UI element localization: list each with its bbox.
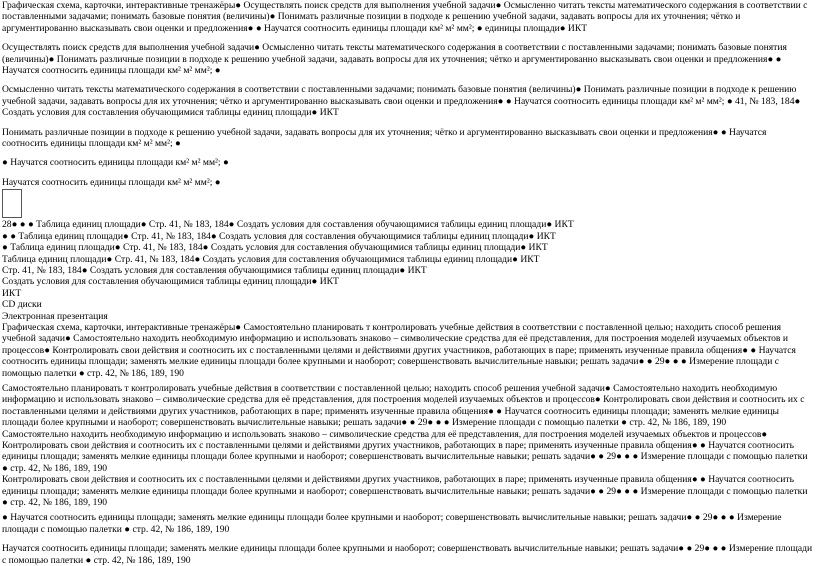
text-paragraph: Стр. 41, № 183, 184● Создать условия для составления обучающимися таблицы единиц площади● ИКТ [2, 264, 427, 276]
text-paragraph: Научатся соотносить единицы площади; заменять мелкие единицы площади более крупными и наоборот; совершенствовать вычислительные навыки; решать задачи● ● 29● ● ● Измерение площади с помощью палетки ● стр. 42, № 186, 189, 190 [2, 543, 813, 566]
text-paragraph: Самостоятельно находить необходимую информацию и использовать знаково – символические средства для её представления, для построения моделей изучаемых объектов и процессов● Контролировать свои действия и соотносить их с поставленными целями и действиями других участников, работающих в паре; применять изученные правила общения● ● Научатся соотносить единицы площади; заменять мелкие единицы площади более крупными и наоборот; совершенствовать вычислительные навыки; решать задачи● ● 29● ● ● Измерение площади с помощью палетки ● стр. 42, № 186, 189, 190 [2, 428, 808, 474]
text-paragraph: Понимать различные позиции в подходе к решению учебной задачи, задавать вопросы для их уточнения; чётко и аргументированно высказывать свои оценки и предложения● ● Научатся соотносить единицы площади км² м² мм²; ● [2, 126, 767, 150]
text-paragraph: Осуществлять поиск средств для выполнения учебной задачи● Осмысленно читать тексты математического содержания в соответствии с поставленными задачами; понимать базовые понятия (величины)● Понимать различные позиции в подходе к решению учебной задачи, задавать вопросы для их уточнения; чётко и аргументированно высказывать свои оценки и предложения● ● Научатся соотносить единицы площади км² м² мм²; ● [2, 42, 787, 77]
text-paragraph: 28● ● ● Таблица единиц площади● Стр. 41, № 183, 184● Создать условия для составления обучающимися таблицы единиц площади● ИКТ [2, 219, 574, 231]
paragraph-spacer [2, 76, 814, 84]
empty-image-frame [2, 189, 22, 218]
text-paragraph: Создать условия для составления обучающимися таблицы единиц площади● ИКТ [2, 276, 339, 288]
paragraph-spacer [2, 149, 814, 157]
text-paragraph: Таблица единиц площади● Стр. 41, № 183, 184● Создать условия для составления обучающимися таблицы единиц площади● ИКТ [2, 253, 540, 265]
text-paragraph: ● ● Таблица единиц площади● Стр. 41, № 183, 184● Создать условия для составления обучающимися таблицы единиц площади● ИКТ [2, 230, 556, 242]
text-paragraph: ● Научатся соотносить единицы площади; заменять мелкие единицы площади более крупными и наоборот; совершенствовать вычислительные навыки; решать задачи● ● 29● ● ● Измерение площади с помощью палетки ● стр. 42, № 186, 189, 190 [2, 512, 782, 535]
text-paragraph: Научатся соотносить единицы площади км² м² мм²; ● [2, 176, 221, 188]
text-paragraph: ● Научатся соотносить единицы площади км² м² мм²; ● [2, 157, 229, 169]
text-paragraph: Графическая схема, карточки, интерактивные тренажёры● Осуществлять поиск средств для выполнения учебной задачи● Осмысленно читать тексты математического содержания в соответствии с поставленными задачами; понимать базовые понятия (величины)● Понимать различные позиции в подходе к решению учебной задачи, задавать вопросы для их уточнения; чётко и аргументированно высказывать свои оценки и предложения● ● Научатся соотносить единицы площади км² м² мм²; ● единицы площади● ИКТ [2, 0, 808, 34]
text-paragraph: ИКТ [2, 287, 22, 299]
paragraph-spacer [2, 119, 814, 127]
paragraph-spacer [2, 169, 814, 177]
text-paragraph: Контролировать свои действия и соотносить их с поставленными целями и действиями других участников, работающих в паре; применять изученные правила общения● ● Научатся соотносить единицы площади; заменять мелкие единицы площади более крупными и наоборот; совершенствовать вычислительные навыки; решать задачи● ● 29● ● ● Измерение площади с помощью палетки ● стр. 42, № 186, 189, 190 [2, 474, 808, 509]
paragraph-spacer [2, 34, 814, 42]
text-paragraph: Графическая схема, карточки, интерактивные тренажёры● Самостоятельно планировать т контролировать учебные действия в соответствии с поставленной целью; находить способ решения учебной задачи● Самостоятельно находить необходимую информацию и использовать знаково – символические средства для её представления, для построения моделей изучаемых объектов и процессов● Контролировать свои действия и соотносить их с поставленными целями и действиями других участников, работающих в паре; применять изученные правила общения● ● Научатся соотносить единицы площади; заменять мелкие единицы площади более крупными и наоборот; совершенствовать вычислительные навыки; решать задачи● ● 29● ● ● Измерение площади с помощью палетки ● стр. 42, № 186, 189, 190 [2, 321, 796, 379]
text-paragraph: Электронная презентация [2, 310, 108, 322]
text-paragraph: CD диски [2, 299, 42, 311]
text-paragraph: Самостоятельно планировать т контролировать учебные действия в соответствии с поставленной целью; находить способ решения учебной задачи● Самостоятельно находить необходимую информацию и использовать знаково – символические средства для её представления, для построения моделей изучаемых объектов и процессов● Контролировать свои действия и соотносить их с поставленными целями и действиями других участников, работающих в паре; применять изученные правила общения● ● Научатся соотносить единицы площади; заменять мелкие единицы площади более крупными и наоборот; совершенствовать вычислительные навыки; решать задачи● ● 29● ● ● Измерение площади с помощью палетки ● стр. 42, № 186, 189, 190 [2, 382, 805, 429]
text-paragraph: Осмысленно читать тексты математического содержания в соответствии с поставленными задачами; понимать базовые понятия (величины)● Понимать различные позиции в подходе к решению учебной задачи, задавать вопросы для их уточнения; чётко и аргументированно высказывать свои оценки и предложения● ● Научатся соотносить единицы площади км² м² мм²; ● 41, № 183, 184● Создать условия для составления обучающимися таблицы единиц площади● ИКТ [2, 84, 801, 119]
text-paragraph: ● Таблица единиц площади● Стр. 41, № 183, 184● Создать условия для составления обучающимися таблицы единиц площади● ИКТ [2, 242, 548, 254]
paragraph-spacer [2, 535, 814, 543]
